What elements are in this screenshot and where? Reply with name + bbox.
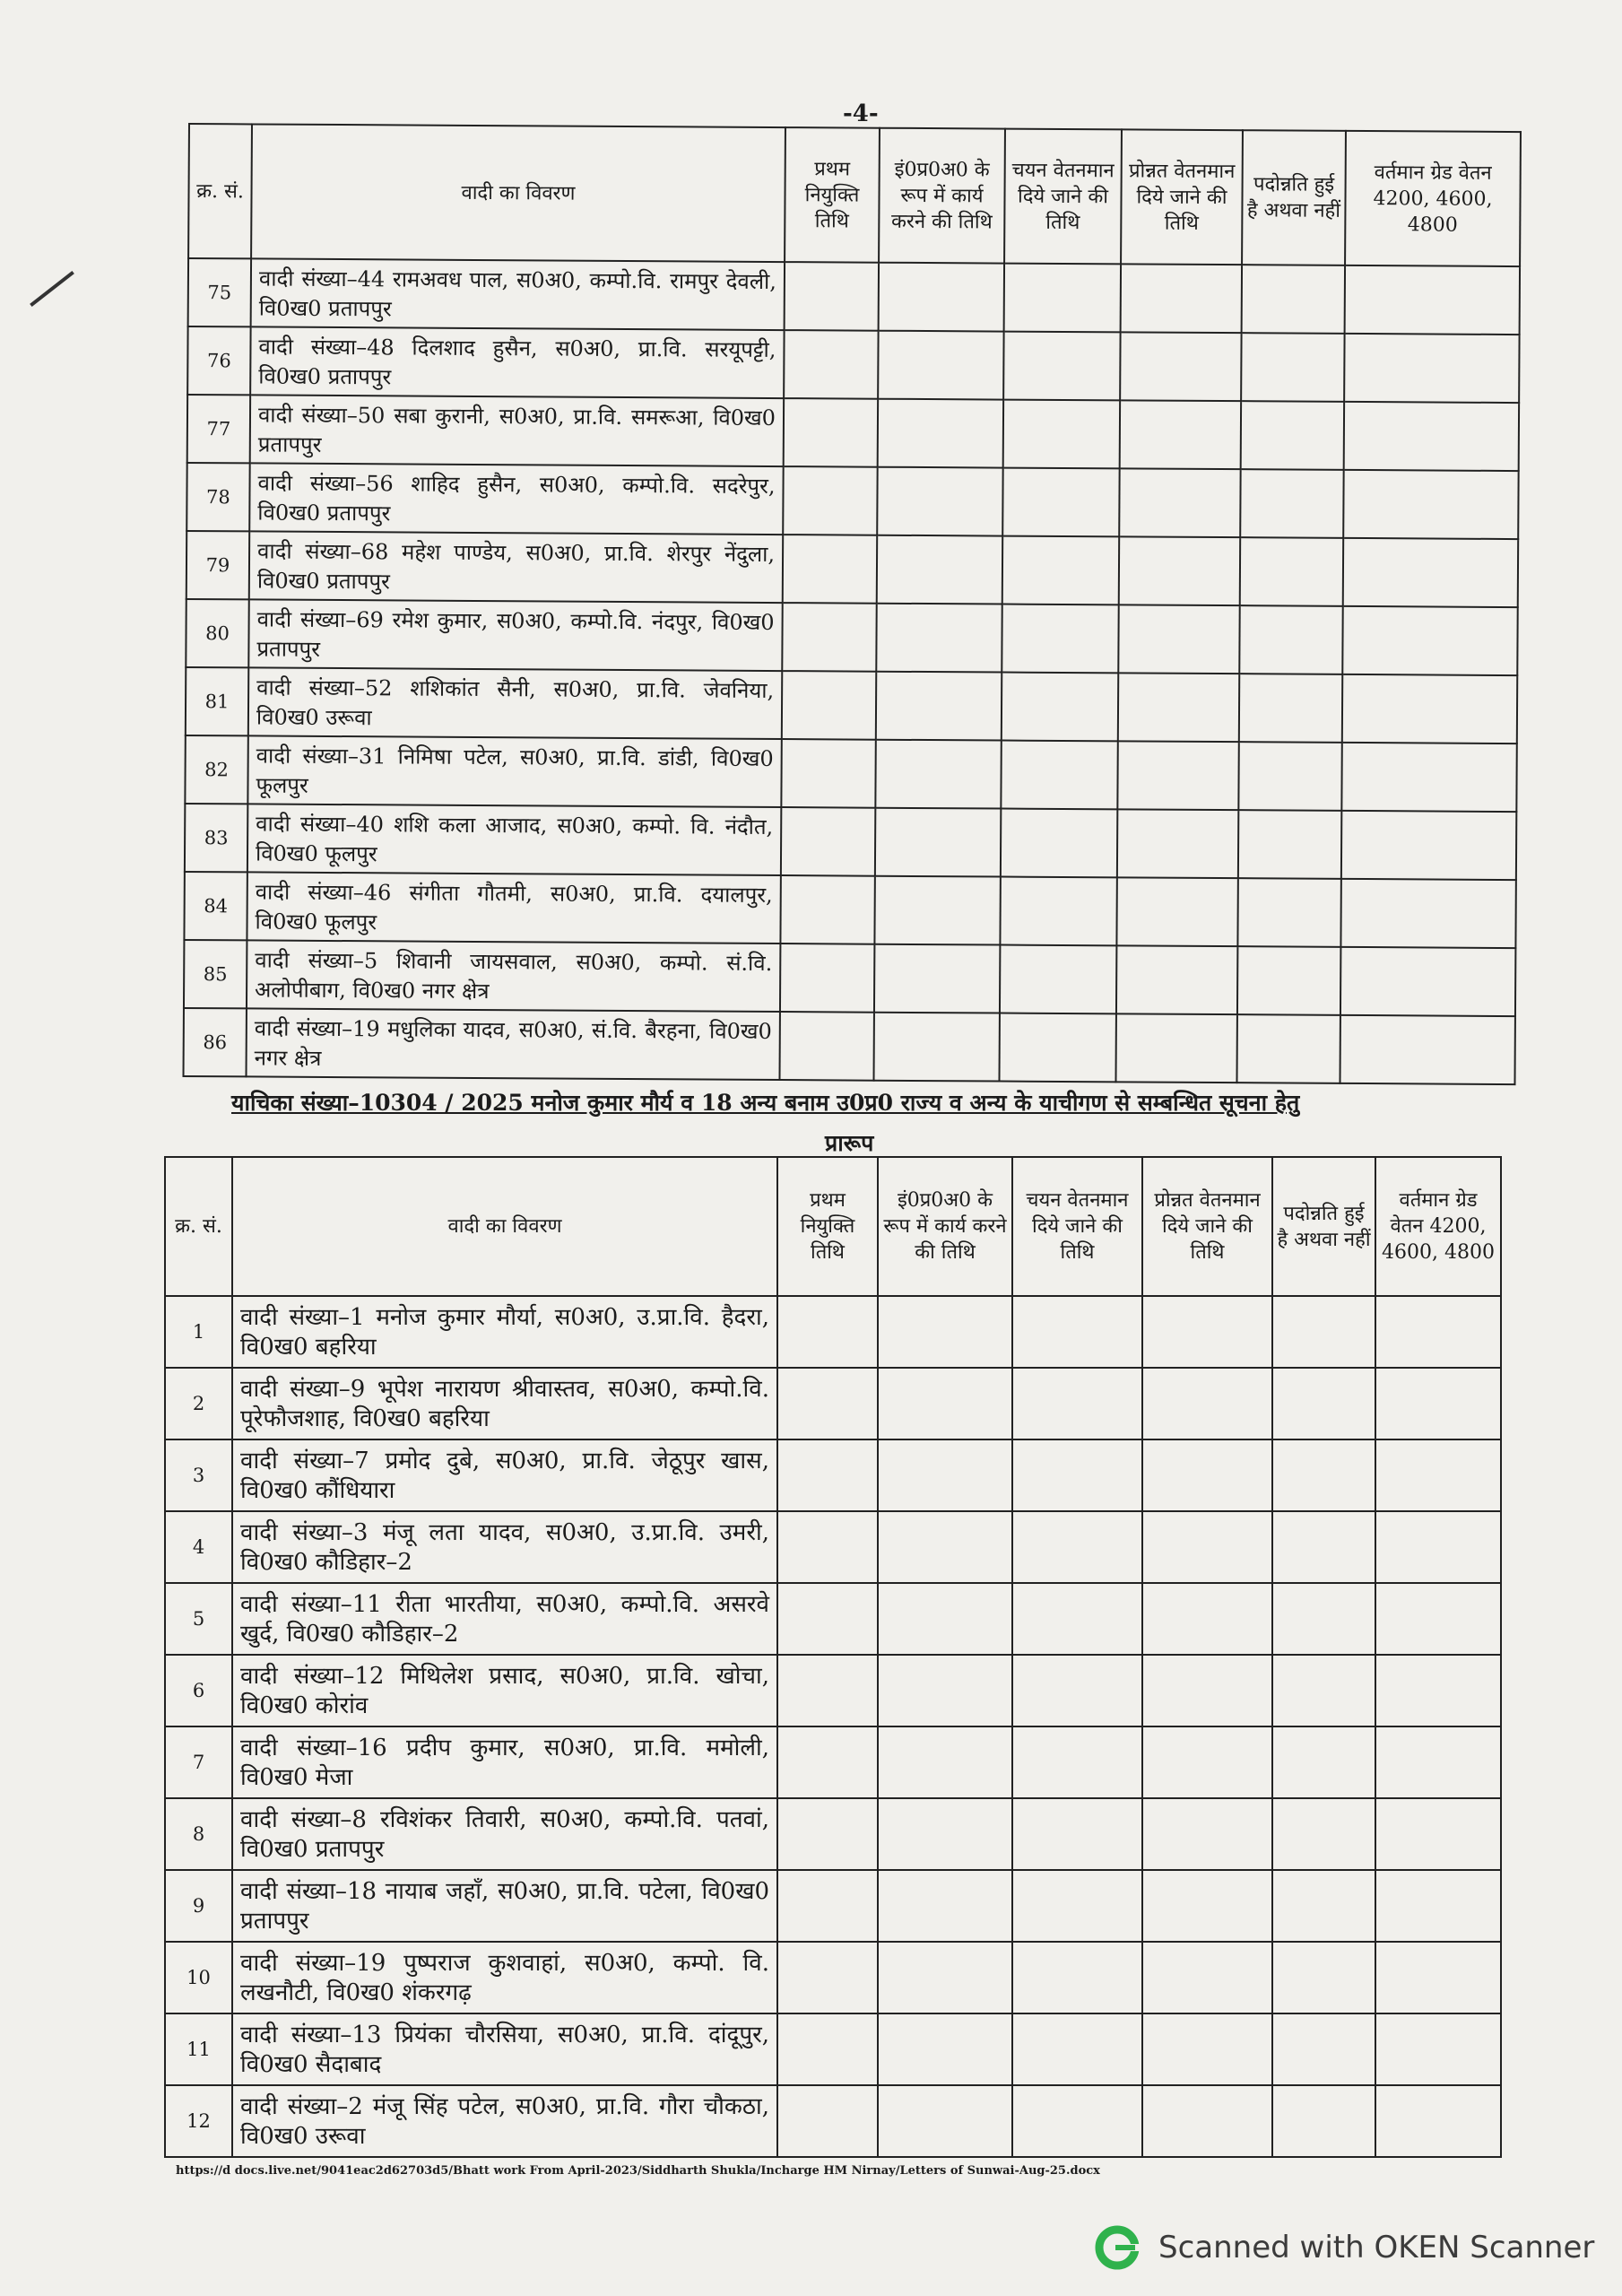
empty-entry-cell (1003, 332, 1120, 401)
serial-number-cell: 4 (165, 1511, 232, 1583)
empty-entry-cell (1375, 1439, 1501, 1511)
document-path-footer: https://d docs.live.net/9041eac2d62703d5/Bhatt work From April-2023/Siddharth Shukla/Incharge HM Nirnay/Letters of Sunwai-Aug-25.docx (176, 2164, 1100, 2178)
empty-entry-cell (1375, 2085, 1501, 2157)
table-row (165, 1583, 1501, 1655)
serial-number-cell: 81 (186, 667, 248, 735)
empty-entry-cell (878, 1655, 1012, 1726)
petitioner-description-cell: वादी संख्या–3 मंजू लता यादव, स0अ0, उ.प्रा.वि. उमरी, वि0ख0 कौडिहार–2 (232, 1511, 777, 1583)
petitioner-description-cell: वादी संख्या–31 निमिषा पटेल, स0अ0, प्रा.वि. डांडी, वि0ख0 फूलपुर (247, 735, 781, 807)
table-row (185, 735, 1516, 812)
empty-entry-cell (1116, 945, 1237, 1014)
empty-entry-cell (875, 740, 1001, 809)
col-header-promotion: पदोन्नति हुई है अथवा नहीं (1242, 130, 1346, 265)
table-row (165, 1726, 1501, 1798)
empty-entry-cell (874, 944, 1000, 1013)
empty-entry-cell (1237, 946, 1340, 1015)
empty-entry-cell (878, 331, 1003, 400)
empty-entry-cell (1000, 945, 1116, 1014)
format-subcaption: प्रारूप (825, 1130, 874, 1156)
empty-entry-cell (1142, 1511, 1272, 1583)
empty-entry-cell (1142, 2085, 1272, 2157)
table-row (184, 940, 1515, 1016)
empty-entry-cell (1340, 1015, 1514, 1084)
page-number: -4- (843, 100, 879, 127)
serial-number-cell: 3 (165, 1439, 232, 1511)
empty-entry-cell (1003, 400, 1120, 469)
empty-entry-cell (1115, 1013, 1236, 1083)
empty-entry-cell (1239, 605, 1342, 674)
serial-number-cell: 10 (165, 1942, 232, 2013)
empty-entry-cell (878, 1798, 1012, 1870)
empty-entry-cell (878, 1368, 1012, 1439)
col-header-grade-pay: वर्तमान ग्रेड वेतन 4200, 4600, 4800 (1375, 1157, 1501, 1296)
empty-entry-cell (1142, 1942, 1272, 2013)
empty-entry-cell (1119, 536, 1240, 605)
empty-entry-cell (873, 1013, 999, 1082)
empty-entry-cell (1012, 1583, 1142, 1655)
col-header-first-appointment: प्रथम नियुक्ति तिथि (785, 127, 880, 263)
empty-entry-cell (878, 1511, 1012, 1583)
petitioner-description-cell: वादी संख्या–40 शशि कला आजाद, स0अ0, कम्पो. वि. नंदौत, वि0ख0 फूलपुर (247, 804, 781, 875)
serial-number-cell: 75 (188, 258, 251, 326)
petitioner-description-cell: वादी संख्या–7 प्रमोद दुबे, स0अ0, प्रा.वि. जेठूपुर खास, वि0ख0 कौंधियारा (232, 1439, 777, 1511)
empty-entry-cell (1345, 265, 1520, 335)
empty-entry-cell (1344, 402, 1519, 471)
empty-entry-cell (781, 739, 875, 808)
table-row (184, 872, 1515, 948)
empty-entry-cell (1238, 810, 1341, 879)
col-header-as-headmaster: इं0प्र0अ0 के रूप में कार्य करने की तिथि (878, 1157, 1012, 1296)
empty-entry-cell (878, 1942, 1012, 2013)
table-row (186, 599, 1517, 675)
col-header-description: वादी का विवरण (251, 124, 785, 262)
petitioner-description-cell: वादी संख्या–16 प्रदीप कुमार, स0अ0, प्रा.वि. ममोली, वि0ख0 मेजा (232, 1726, 777, 1798)
table-row (165, 2085, 1501, 2157)
empty-entry-cell (1240, 537, 1343, 606)
empty-entry-cell (1375, 1798, 1501, 1870)
empty-entry-cell (1272, 1942, 1375, 2013)
empty-entry-cell (1237, 878, 1340, 947)
col-header-promotion: पदोन्नति हुई है अथवा नहीं (1272, 1157, 1375, 1296)
petitioner-description-cell: वादी संख्या–18 नायाब जहाँ, स0अ0, प्रा.वि. पटेला, वि0ख0 प्रतापपुर (232, 1870, 777, 1942)
serial-number-cell: 84 (184, 872, 247, 940)
empty-entry-cell (878, 1583, 1012, 1655)
col-header-promoted-scale: प्रोन्नत वेतनमान दिये जाने की तिथि (1142, 1157, 1272, 1296)
petitioner-description-cell: वादी संख्या–56 शाहिद हुसैन, स0अ0, कम्पो.वि. सदरेपुर, वि0ख0 प्रतापपुर (249, 463, 783, 535)
empty-entry-cell (878, 1439, 1012, 1511)
empty-entry-cell (1342, 606, 1517, 675)
table-row (187, 326, 1519, 403)
empty-entry-cell (782, 671, 876, 740)
table-row (165, 1511, 1501, 1583)
empty-entry-cell (777, 1655, 878, 1726)
empty-entry-cell (1341, 811, 1516, 880)
empty-entry-cell (1272, 1439, 1375, 1511)
empty-entry-cell (1120, 400, 1241, 469)
table-row (165, 1655, 1501, 1726)
serial-number-cell: 1 (165, 1296, 232, 1368)
empty-entry-cell (1242, 265, 1345, 334)
empty-entry-cell (1012, 1655, 1142, 1726)
empty-entry-cell (1118, 673, 1239, 742)
petitioner-description-cell: वादी संख्या–11 रीता भारतीया, स0अ0, कम्पो.वि. असरवे खुर्द, वि0ख0 कौडिहार–2 (232, 1583, 777, 1655)
empty-entry-cell (878, 399, 1003, 468)
empty-entry-cell (878, 1726, 1012, 1798)
empty-entry-cell (777, 1942, 878, 2013)
table-row (188, 258, 1520, 335)
empty-entry-cell (1241, 401, 1344, 470)
empty-entry-cell (1012, 1942, 1142, 2013)
serial-number-cell: 5 (165, 1583, 232, 1655)
empty-entry-cell (777, 2013, 878, 2085)
table-row (186, 463, 1518, 539)
table-row (187, 395, 1519, 471)
serial-number-cell: 86 (184, 1008, 247, 1076)
empty-entry-cell (1002, 468, 1119, 537)
empty-entry-cell (1375, 1296, 1501, 1368)
col-header-description: वादी का विवरण (232, 1157, 777, 1296)
empty-entry-cell (1142, 2013, 1272, 2085)
empty-entry-cell (782, 603, 876, 672)
petitioner-description-cell: वादी संख्या–48 दिलशाद हुसैन, स0अ0, प्रा.वि. सरयूपट्टी, वि0ख0 प्रतापपुर (250, 326, 784, 398)
empty-entry-cell (1375, 1655, 1501, 1726)
empty-entry-cell (878, 2013, 1012, 2085)
empty-entry-cell (879, 263, 1004, 332)
empty-entry-cell (876, 604, 1002, 673)
empty-entry-cell (1272, 2013, 1375, 2085)
empty-entry-cell (777, 1798, 878, 1870)
empty-entry-cell (783, 535, 877, 604)
empty-entry-cell (1118, 604, 1239, 674)
empty-entry-cell (1240, 469, 1343, 538)
empty-entry-cell (1142, 1798, 1272, 1870)
serial-number-cell: 78 (186, 463, 249, 531)
empty-entry-cell (777, 1583, 878, 1655)
empty-entry-cell (780, 944, 874, 1013)
table-row (165, 2013, 1501, 2085)
empty-entry-cell (876, 672, 1002, 741)
table-row (184, 1008, 1515, 1084)
petitioner-description-cell: वादी संख्या–46 संगीता गौतमी, स0अ0, प्रा.वि. दयालपुर, वि0ख0 फूलपुर (247, 872, 780, 944)
empty-entry-cell (1375, 1726, 1501, 1798)
serial-number-cell: 6 (165, 1655, 232, 1726)
empty-entry-cell (999, 1013, 1115, 1083)
empty-entry-cell (1002, 673, 1118, 742)
empty-entry-cell (1142, 1870, 1272, 1942)
empty-entry-cell (877, 535, 1002, 604)
empty-entry-cell (1012, 2085, 1142, 2157)
empty-entry-cell (1142, 1439, 1272, 1511)
empty-entry-cell (1012, 1870, 1142, 1942)
empty-entry-cell (1272, 1655, 1375, 1726)
scanner-watermark (1094, 2224, 1594, 2271)
serial-number-cell: 76 (187, 326, 250, 395)
empty-entry-cell (1272, 1511, 1375, 1583)
empty-entry-cell (1119, 468, 1240, 537)
empty-entry-cell (777, 1870, 878, 1942)
empty-entry-cell (1117, 741, 1238, 810)
empty-entry-cell (1012, 1511, 1142, 1583)
empty-entry-cell (1241, 333, 1344, 402)
table-row (186, 667, 1517, 744)
table-row (165, 1439, 1501, 1511)
empty-entry-cell (1012, 1726, 1142, 1798)
empty-entry-cell (777, 1511, 878, 1583)
empty-entry-cell (1342, 674, 1517, 744)
serial-number-cell: 11 (165, 2013, 232, 2085)
empty-entry-cell (877, 467, 1002, 536)
empty-entry-cell (1012, 1296, 1142, 1368)
empty-entry-cell (1236, 1014, 1340, 1083)
empty-entry-cell (1012, 1439, 1142, 1511)
empty-entry-cell (1121, 264, 1242, 333)
empty-entry-cell (777, 2085, 878, 2157)
empty-entry-cell (781, 807, 875, 876)
empty-entry-cell (1343, 538, 1518, 607)
table-header-row (165, 1157, 1501, 1296)
petitioner-description-cell: वादी संख्या–1 मनोज कुमार मौर्या, स0अ0, उ.प्रा.वि. हैदरा, वि0ख0 बहरिया (232, 1296, 777, 1368)
serial-number-cell: 7 (165, 1726, 232, 1798)
empty-entry-cell (1117, 809, 1238, 878)
empty-entry-cell (1142, 1368, 1272, 1439)
table-header-row (188, 124, 1521, 266)
petitioner-description-cell: वादी संख्या–44 रामअवध पाल, स0अ0, कम्पो.वि. रामपुर देवली, वि0ख0 प्रतापपुर (251, 258, 785, 330)
table-row (165, 1870, 1501, 1942)
empty-entry-cell (1272, 1870, 1375, 1942)
empty-entry-cell (878, 2085, 1012, 2157)
empty-entry-cell (777, 1439, 878, 1511)
pen-mark (30, 271, 74, 307)
empty-entry-cell (1142, 1583, 1272, 1655)
serial-number-cell: 83 (185, 804, 247, 872)
empty-entry-cell (875, 808, 1001, 877)
petitioner-description-cell: वादी संख्या–12 मिथिलेश प्रसाद, स0अ0, प्रा.वि. खोचा, वि0ख0 कोरांव (232, 1655, 777, 1726)
empty-entry-cell (1375, 1583, 1501, 1655)
empty-entry-cell (1375, 1511, 1501, 1583)
petition-caption: याचिका संख्या–10304 / 2025 मनोज कुमार मौर्य व 18 अन्य बनाम उ0प्र0 राज्य व अन्य के याचीगण से सम्बन्धित सूचना हेतु (231, 1090, 1300, 1116)
col-header-promoted-scale: प्रोन्नत वेतनमान दिये जाने की तिथि (1121, 129, 1243, 265)
empty-entry-cell (1239, 674, 1342, 743)
petitioner-table-continued (183, 123, 1522, 1085)
petitioner-description-cell: वादी संख्या–19 मधुलिका यादव, स0अ0, सं.वि. बैरहना, वि0ख0 नगर क्षेत्र (247, 1008, 780, 1080)
empty-entry-cell (1116, 877, 1237, 946)
petitioner-description-cell: वादी संख्या–2 मंजू सिंह पटेल, स0अ0, प्रा.वि. गौरा चौकठा, वि0ख0 उरूवा (232, 2085, 777, 2157)
empty-entry-cell (1272, 1583, 1375, 1655)
empty-entry-cell (878, 1870, 1012, 1942)
empty-entry-cell (1142, 1726, 1272, 1798)
col-header-grade-pay: वर्तमान ग्रेड वेतन 4200, 4600, 4800 (1345, 131, 1521, 266)
petitioner-description-cell: वादी संख्या–19 पुष्पराज कुशवाहां, स0अ0, कम्पो. वि. लखनौटी, वि0ख0 शंकरगढ़ (232, 1942, 777, 2013)
scanner-label: Scanned with OKEN Scanner (1158, 2230, 1595, 2266)
scanner-logo-icon (1094, 2224, 1141, 2271)
empty-entry-cell (784, 398, 878, 467)
serial-number-cell: 12 (165, 2085, 232, 2157)
col-header-selection-scale: चयन वेतनमान दिये जाने की तिथि (1012, 1157, 1142, 1296)
empty-entry-cell (1341, 743, 1516, 812)
empty-entry-cell (777, 1726, 878, 1798)
empty-entry-cell (1375, 2013, 1501, 2085)
empty-entry-cell (1272, 1296, 1375, 1368)
empty-entry-cell (1340, 947, 1515, 1016)
empty-entry-cell (777, 1296, 878, 1368)
serial-number-cell: 82 (185, 735, 247, 804)
empty-entry-cell (878, 1296, 1012, 1368)
serial-number-cell: 85 (184, 940, 247, 1008)
petitioner-description-cell: वादी संख्या–9 भूपेश नारायण श्रीवास्तव, स0अ0, कम्पो.वि. पूरेफौजशाह, वि0ख0 बहरिया (232, 1368, 777, 1439)
col-header-first-appointment: प्रथम नियुक्ति तिथि (777, 1157, 878, 1296)
table-row (165, 1942, 1501, 2013)
empty-entry-cell (1375, 1942, 1501, 2013)
empty-entry-cell (1343, 470, 1518, 539)
empty-entry-cell (1142, 1296, 1272, 1368)
empty-entry-cell (1001, 809, 1117, 878)
empty-entry-cell (1002, 536, 1119, 605)
table-row (186, 531, 1518, 607)
empty-entry-cell (1002, 604, 1118, 674)
empty-entry-cell (785, 262, 879, 331)
empty-entry-cell (1142, 1655, 1272, 1726)
empty-entry-cell (1375, 1870, 1501, 1942)
col-header-sn: क्र. सं. (188, 124, 252, 258)
serial-number-cell: 9 (165, 1870, 232, 1942)
empty-entry-cell (1375, 1368, 1501, 1439)
empty-entry-cell (874, 876, 1000, 945)
empty-entry-cell (1238, 742, 1341, 811)
table-row (165, 1296, 1501, 1368)
empty-entry-cell (784, 330, 878, 399)
empty-entry-cell (1012, 1798, 1142, 1870)
petitioner-description-cell: वादी संख्या–13 प्रियंका चौरसिया, स0अ0, प्रा.वि. दांदूपुर, वि0ख0 सैदाबाद (232, 2013, 777, 2085)
empty-entry-cell (1272, 1368, 1375, 1439)
col-header-selection-scale: चयन वेतनमान दिये जाने की तिथि (1004, 129, 1122, 265)
empty-entry-cell (1004, 264, 1121, 333)
petitioner-description-cell: वादी संख्या–52 शशिकांत सैनी, स0अ0, प्रा.वि. जेवनिया, वि0ख0 उरूवा (248, 667, 782, 739)
empty-entry-cell (1272, 1726, 1375, 1798)
serial-number-cell: 77 (187, 395, 250, 463)
petitioner-table (164, 1156, 1502, 2158)
petitioner-description-cell: वादी संख्या–50 सबा कुरानी, स0अ0, प्रा.वि. समरूआ, वि0ख0 प्रतापपुर (250, 395, 784, 466)
petitioner-description-cell: वादी संख्या–69 रमेश कुमार, स0अ0, कम्पो.वि. नंदपुर, वि0ख0 प्रतापपुर (248, 599, 782, 671)
empty-entry-cell (1012, 1368, 1142, 1439)
petitioner-description-cell: वादी संख्या–68 महेश पाण्डेय, स0अ0, प्रा.वि. शेरपुर नेंदुला, वि0ख0 प्रतापपुर (249, 531, 783, 603)
empty-entry-cell (1344, 334, 1519, 403)
table-row (165, 1798, 1501, 1870)
empty-entry-cell (1000, 877, 1116, 946)
empty-entry-cell (1120, 332, 1241, 401)
table-row (185, 804, 1516, 880)
empty-entry-cell (783, 466, 877, 535)
empty-entry-cell (777, 1368, 878, 1439)
serial-number-cell: 8 (165, 1798, 232, 1870)
table-row (165, 1368, 1501, 1439)
serial-number-cell: 2 (165, 1368, 232, 1439)
petitioner-description-cell: वादी संख्या–8 रविशंकर तिवारी, स0अ0, कम्पो.वि. पतवां, वि0ख0 प्रतापपुर (232, 1798, 777, 1870)
empty-entry-cell (1272, 1798, 1375, 1870)
serial-number-cell: 80 (186, 599, 248, 667)
col-header-sn: क्र. सं. (165, 1157, 232, 1296)
serial-number-cell: 79 (186, 531, 249, 599)
empty-entry-cell (780, 875, 874, 944)
empty-entry-cell (1272, 2085, 1375, 2157)
empty-entry-cell (1001, 741, 1117, 810)
petitioner-description-cell: वादी संख्या–5 शिवानी जायसवाल, स0अ0, कम्पो. सं.वि. अलोपीबाग, वि0ख0 नगर क्षेत्र (247, 940, 780, 1012)
col-header-as-headmaster: इं0प्र0अ0 के रूप में कार्य करने की तिथि (879, 128, 1005, 264)
empty-entry-cell (1340, 879, 1515, 948)
empty-entry-cell (1012, 2013, 1142, 2085)
empty-entry-cell (779, 1012, 873, 1081)
